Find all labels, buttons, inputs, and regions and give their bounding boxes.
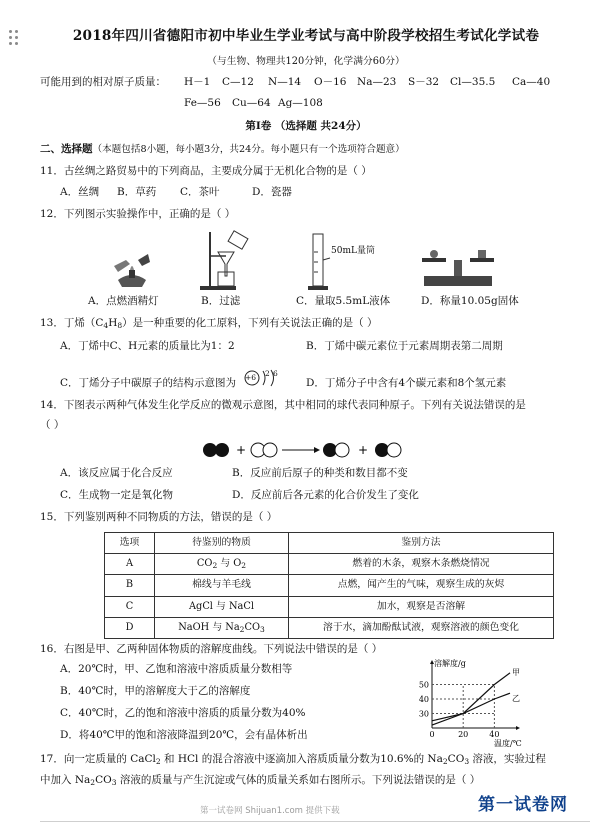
x-tick-label: 40 [489, 730, 500, 739]
table-cell-substances: $CO_2$ 与 $O_2$ [155, 554, 289, 575]
balance-image [418, 246, 498, 290]
atomic-mass-h: H－1 [184, 76, 211, 88]
q13-option-a: A．丁烯中C、H元素的质量比为1：2 [60, 340, 235, 352]
question-16-stem: 16．右图是甲、乙两种固体物质的溶解度曲线。下列说法中错误的是（ ） [40, 643, 383, 655]
atomic-mass-prefix: 可能用到的相对原子质量： [40, 76, 166, 88]
table-cell-substances: 棉线与羊毛线 [155, 575, 289, 596]
atomic-mass-na: Na—23 [357, 76, 397, 88]
x-tick-label: 20 [458, 730, 469, 739]
question-13-stem: 13．丁烯$(C_4H_8)$是一种重要的化工原料，下列有关说法正确的是（ ） [40, 317, 378, 330]
question-12-stem: 12．下列图示实验操作中，正确的是（ ） [40, 208, 236, 220]
table-cell-option: C [105, 596, 155, 617]
table-row [105, 554, 554, 575]
x-axis-label: 温度/℃ [494, 739, 522, 748]
cylinder-label: 50mL量筒 [331, 246, 375, 256]
y-tick-label: 40 [418, 695, 429, 704]
q14-option-d: D．反应前后各元素的化合价发生了变化 [232, 489, 419, 501]
q16-option-c: C．40℃时，乙的饱和溶液中溶质的质量分数为40% [60, 707, 306, 719]
atom-shell-1: 2 [265, 369, 270, 378]
question-14-stem-cont: （ ） [40, 419, 65, 431]
atomic-mass-s: S－32 [408, 76, 440, 88]
table-cell-option: B [105, 575, 155, 596]
atomic-mass-cl: Cl—35.5 [450, 76, 496, 88]
atom-shell-2: 6 [273, 369, 278, 378]
q16-option-d: D．将40℃甲的饱和溶液降温到20℃，会有晶体析出 [60, 729, 308, 741]
part-heading: 第Ⅰ卷 （选择题 共24分） [245, 120, 367, 132]
table-cell-method: 点燃，闻产生的气味，观察生成的灰烬 [289, 575, 554, 596]
exam-note: （与生物、物理共120分钟，化学满分60分） [207, 56, 405, 67]
atomic-mass-cu: Cu—64 [232, 97, 271, 109]
q11-option-d: D．瓷器 [252, 186, 292, 198]
filtration-setup-image [196, 228, 256, 292]
table-cell-method: 燃着的木条，观察木条燃烧情况 [289, 554, 554, 575]
question-17-line2: 中加入 $Na_2CO_3$ 溶液的质量与产生沉淀或气体的质量关系如右图所示。下列说法错误的是（ ） [40, 774, 481, 787]
table-cell-method: 加水，观察是否溶解 [289, 596, 554, 617]
q13-option-d: D．丁烯分子中含有4个碳元素和8个氢元素 [306, 377, 507, 389]
table-cell-option: D [105, 617, 155, 638]
carbon-atom-structure-diagram [244, 368, 286, 388]
atomic-mass-ca: Ca—40 [512, 76, 551, 88]
series-label: 甲 [512, 667, 520, 677]
q13-option-c: C．丁烯分子中碳原子的结构示意图为 [60, 377, 237, 389]
table-header-row [105, 533, 554, 554]
table-cell-method: 溶于水，滴加酚酞试液，观察溶液的颜色变化 [289, 617, 554, 638]
table-header: 鉴别方法 [289, 533, 554, 554]
solubility-curve-chart [404, 658, 530, 748]
svg-text:+: + [236, 443, 247, 457]
q16-option-b: B．40℃时，甲的溶解度大于乙的溶解度 [60, 685, 251, 697]
alcohol-lamp-lighting-image [112, 250, 152, 290]
atomic-mass-ag: Ag—108 [278, 97, 323, 109]
table-cell-option: A [105, 554, 155, 575]
x-axis-arrow [516, 726, 520, 730]
table-cell-substances: AgCl 与 NaCl [155, 596, 289, 617]
drag-handle-icon[interactable] [9, 30, 21, 48]
atomic-mass-fe: Fe—56 [184, 97, 221, 109]
page-title: 2018年四川省德阳市初中毕业生学业考试与高中阶段学校招生考试化学试卷 [72, 28, 540, 44]
identification-table [104, 532, 554, 639]
q12-option-a: A．点燃酒精灯 [88, 295, 159, 307]
question-14-stem: 14．下图表示两种气体发生化学反应的微观示意图，其中相同的球代表同种原子。下列有关说法错误的是 [40, 399, 526, 411]
question-15-stem: 15．下列鉴别两种不同物质的方法，错误的是（ ） [40, 511, 278, 523]
y-axis-label: 溶解度/g [434, 659, 466, 668]
q14-option-c: C．生成物一定是氧化物 [60, 489, 174, 501]
q12-option-b: B．过滤 [201, 295, 241, 307]
question-11-stem: 11．古丝绸之路贸易中的下列商品，主要成分属于无机化合物的是（ ） [40, 165, 372, 177]
q11-option-c: C．茶叶 [180, 186, 220, 198]
q12-option-c: C．量取5.5mL液体 [296, 295, 391, 307]
q14-option-a: A．该反应属于化合反应 [60, 467, 173, 479]
table-row [105, 617, 554, 638]
atomic-mass-o: O－16 [314, 76, 347, 88]
q13-option-b: B．丁烯中碳元素位于元素周期表第二周期 [306, 340, 503, 352]
section-note: （本题包括8小题，每小题3分，共24分。每小题只有一个选项符合题意） [92, 144, 405, 155]
y-tick-label: 30 [418, 709, 429, 719]
q11-option-b: B．草药 [117, 186, 157, 198]
x-tick-label: 0 [429, 730, 435, 739]
table-header: 选项 [105, 533, 155, 554]
q11-option-a: A．丝绸 [60, 186, 100, 198]
table-header: 待鉴别的物质 [155, 533, 289, 554]
atom-nucleus-label: +6 [245, 373, 257, 382]
y-tick-label: 50 [418, 680, 429, 690]
table-row [105, 596, 554, 617]
series-label: 乙 [512, 694, 520, 704]
section-title: 二、选择题 [40, 143, 93, 155]
footer-site-text: 第一试卷网 Shijuan1.com 提供下载 [200, 806, 340, 816]
table-cell-substances: NaOH 与 $Na_2CO_3$ [155, 617, 289, 638]
atomic-mass-n: N—14 [268, 76, 302, 88]
q14-option-b: B．反应前后原子的种类和数目都不变 [232, 467, 408, 479]
series-line [432, 673, 510, 725]
q12-option-d: D．称量10.05g固体 [421, 295, 519, 307]
table-row [105, 575, 554, 596]
brand-logo-text[interactable]: 第一试卷网 [478, 795, 568, 815]
reaction-micro-diagram [198, 437, 418, 463]
footer-divider [40, 821, 590, 822]
question-17-line1: 17．向一定质量的 CaCl$_2$ 和 HCl 的混合溶液中逐滴加入溶质质量分数为10.6%的 $Na_2CO_3$ 溶液，实验过程 [40, 753, 546, 766]
svg-text:+: + [358, 443, 369, 457]
atomic-mass-c: C—12 [222, 76, 254, 88]
q16-option-a: A．20℃时，甲、乙饱和溶液中溶质质量分数相等 [60, 663, 293, 675]
graduated-cylinder-image [306, 232, 330, 292]
